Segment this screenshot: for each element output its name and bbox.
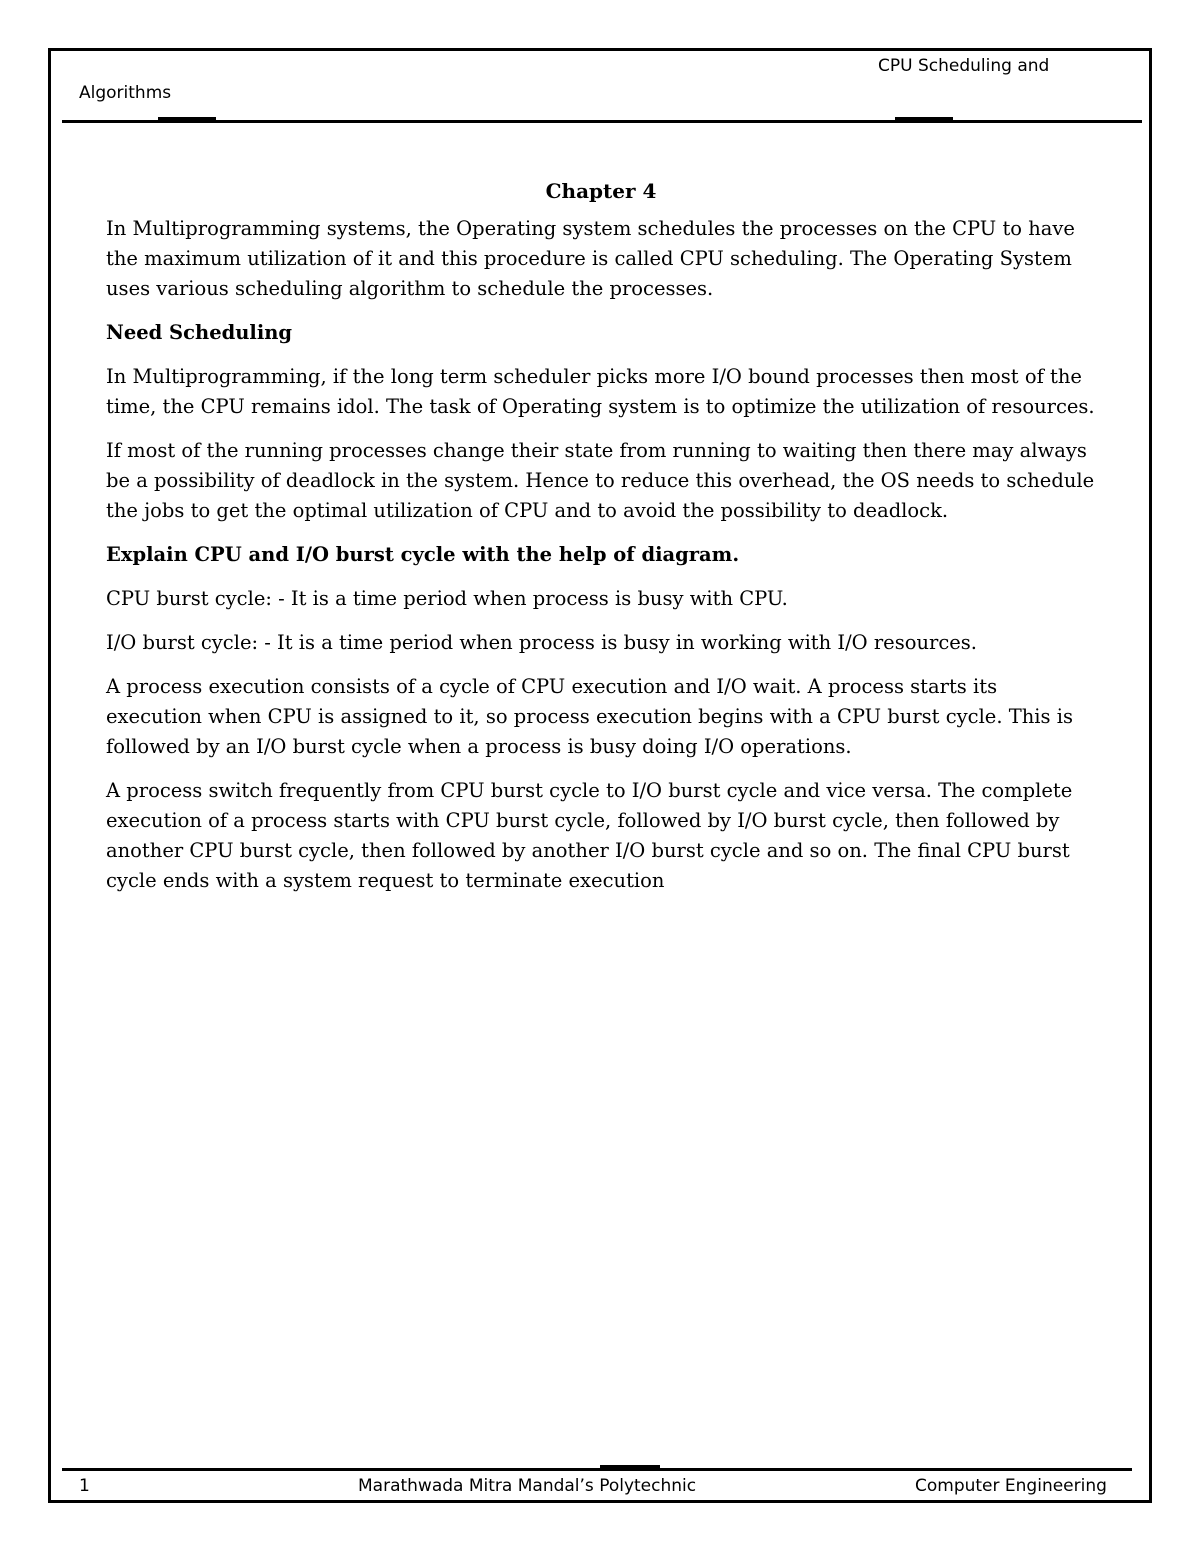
intro-paragraph: In Multiprogramming systems, the Operating system schedules the processes on the CPU to have the maximum utilization of it and this procedure is called CPU scheduling. The Operating System uses various scheduling algorithm to schedule the processes. — [106, 217, 1075, 300]
footer-divider — [62, 1468, 1132, 1471]
need-paragraph-2: If most of the running processes change their state from running to waiting then there may always be a possibility of deadlock in the system. Hence to reduce this overhead, the OS needs to schedule the jobs to get the optimal utilization of CPU and to avoid the possibility to deadlock. — [106, 439, 1095, 522]
io-burst-definition: I/O burst cycle: - It is a time period when process is busy in working with I/O resources. — [106, 631, 978, 654]
header-divider — [62, 120, 1142, 123]
burst-cycle-heading: Explain CPU and I/O burst cycle with the help of diagram. — [106, 543, 740, 566]
header-title-line2: Algorithms — [79, 83, 172, 103]
header-divider-accent-right — [895, 117, 953, 120]
header-divider-accent-left — [158, 117, 216, 120]
execution-paragraph-1: A process execution consists of a cycle of CPU execution and I/O wait. A process starts its execution when CPU is assigned to it, so process execution begins with a CPU burst cycle. This is followed by an I/O burst cycle when a process is busy doing I/O operations. — [106, 675, 1073, 758]
document-body — [106, 176, 1096, 910]
header-title-line1: CPU Scheduling and — [878, 56, 1050, 76]
footer-institution: Marathwada Mitra Mandal’s Polytechnic — [358, 1476, 697, 1496]
footer-divider-accent — [600, 1465, 660, 1468]
footer-department: Computer Engineering — [915, 1476, 1107, 1496]
need-scheduling-heading: Need Scheduling — [106, 321, 293, 344]
execution-paragraph-2: A process switch frequently from CPU burst cycle to I/O burst cycle and vice versa. The complete execution of a process starts with CPU burst cycle, followed by I/O burst cycle, then followed by another CPU burst cycle, then followed by another I/O burst cycle and so on. The final CPU burst cycle ends with a system request to terminate execution — [106, 779, 1073, 892]
chapter-title: Chapter 4 — [545, 179, 657, 203]
need-paragraph-1: In Multiprogramming, if the long term scheduler picks more I/O bound processes then most of the time, the CPU remains idol. The task of Operating system is to optimize the utilization of resources. — [106, 365, 1095, 418]
cpu-burst-definition: CPU burst cycle: - It is a time period when process is busy with CPU. — [106, 587, 788, 610]
page-number: 1 — [79, 1476, 90, 1496]
